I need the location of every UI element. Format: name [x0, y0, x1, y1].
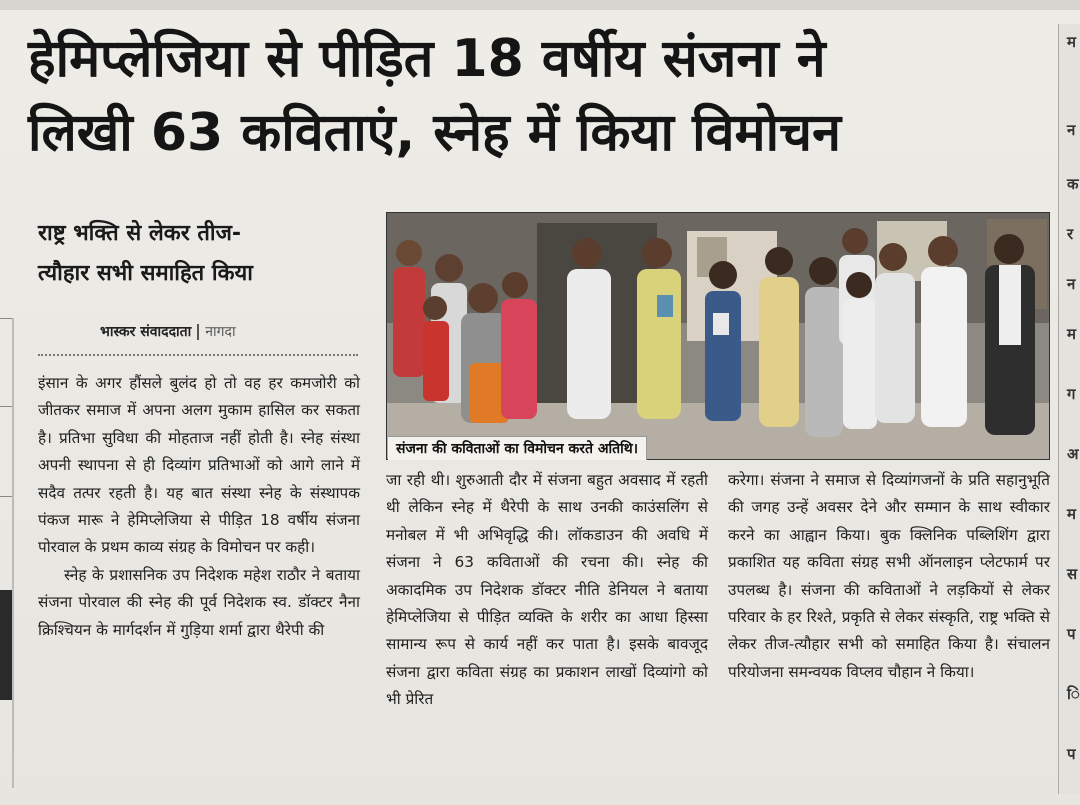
article-column-3	[728, 467, 1050, 686]
byline-reporter: भास्कर संवाददाता	[100, 324, 192, 340]
left-column-edge	[0, 318, 14, 788]
subheading-line-2: त्यौहार सभी समाहित किया	[38, 261, 253, 286]
edge-rule	[0, 496, 12, 497]
headline-line-2: लिखी 63 कविताएं, स्नेह में किया विमोचन	[28, 103, 841, 163]
byline-separator	[197, 324, 199, 340]
edge-rule	[0, 406, 12, 407]
headline-line-1: हेमिप्लेजिया से पीड़ित 18 वर्षीय संजना ने	[28, 29, 826, 89]
event-photo-illustration	[387, 213, 1049, 459]
edge-glyph: प	[1067, 745, 1076, 763]
edge-glyph: स	[1067, 565, 1078, 583]
photo-caption: संजना की कविताओं का विमोचन करते अतिथि।	[388, 436, 647, 460]
edge-glyph: ि	[1067, 685, 1080, 703]
article-column-2	[386, 467, 708, 714]
edge-glyph: र	[1067, 225, 1074, 243]
byline-divider	[38, 354, 358, 356]
edge-glyph: क	[1067, 175, 1079, 193]
edge-glyph: ग	[1067, 385, 1076, 403]
article-subheading	[38, 214, 368, 294]
column-3-text: करेगा। संजना ने समाज से दिव्यांगजनों के प्रति सहानुभूति की जगह उन्हें अवसर देने और सम्मान के साथ स्वीकार करने का आह्वान किया। बुक क्लिनिक पब्लिशिंग द्वारा प्रकाशित यह कविता संग्रह सभी ऑनलाइन प्लेटफार्म पर उपलब्ध है। संजना की कविताओं ने लड़कियों से लेकर परिवार के हर रिश्ते, प्रकृति से लेकर संस्कृति, राष्ट्र भक्ति से लेकर तीज-त्यौहार सभी को समाहित किया है। संचालन परियोजना समन्वयक विप्लव चौहान ने किया।	[728, 471, 1050, 681]
article-headline	[28, 22, 1058, 170]
adjacent-article-edge	[1058, 24, 1080, 794]
column-2-text: जा रही थी। शुरुआती दौर में संजना बहुत अवसाद में रहती थी लेकिन स्नेह में थैरेपी के साथ उनकी काउंसलिंग से मनोबल में भी अभिवृद्धि की। लॉकडाउन की अवधि में संजना ने 63 कविताओं की रचना की। स्नेह की अकादमिक उप निदेशक डॉक्टर नीति डेनियल ने बताया हेमिप्लेजिया से पीड़ित व्यक्ति के शरीर का आधा हिस्सा सामान्य रूप से कार्य नहीं कर पाता है। इसके बावजूद संजना द्वारा कविता संग्रह का प्रकाशन लाखों दिव्यांगो को भी प्रेरित	[386, 471, 708, 709]
article-column-1	[38, 370, 360, 644]
edge-glyph: म	[1067, 505, 1076, 523]
subheading-line-1: राष्ट्र भक्ति से लेकर तीज-	[38, 221, 242, 246]
edge-glyph: अ	[1067, 445, 1079, 463]
page-top-edge	[0, 0, 1080, 10]
byline	[100, 322, 236, 341]
edge-rule	[0, 318, 12, 319]
edge-dark-block	[0, 590, 12, 700]
edge-glyph: न	[1067, 275, 1076, 293]
edge-glyph: प	[1067, 625, 1076, 643]
byline-place: नागदा	[205, 324, 236, 340]
column-1-paragraph-2: स्नेह के प्रशासनिक उप निदेशक महेश राठौर ने बताया संजना पोरवाल की स्नेह की पूर्व निदेशक स्व. डॉक्टर नैना क्रिश्चियन के मार्गदर्शन में गुड़िया शर्मा द्वारा थैरेपी की	[38, 565, 360, 639]
column-1-paragraph-1: इंसान के अगर हौंसले बुलंद हो तो वह हर कमजोरी को जीतकर समाज में अपना अलग मुकाम हासिल कर सकता है। प्रतिभा सुविधा की मोहताज नहीं होती है। स्नेह संस्था अपनी स्थापना से ही दिव्यांग प्रतिभाओं को आगे लाने में सदैव तत्पर रहती है। यह बात संस्था स्नेह के संस्थापक पंकज मारू ने हेमिप्लेजिया से पीड़ित 18 वर्षीय संजना पोरवाल के प्रथम काव्य संग्रह के विमोचन पर कही।	[38, 374, 360, 557]
edge-glyph: न	[1067, 121, 1076, 139]
edge-glyph: म	[1067, 325, 1076, 343]
article-photo	[386, 212, 1050, 460]
edge-glyph: म	[1067, 33, 1076, 51]
